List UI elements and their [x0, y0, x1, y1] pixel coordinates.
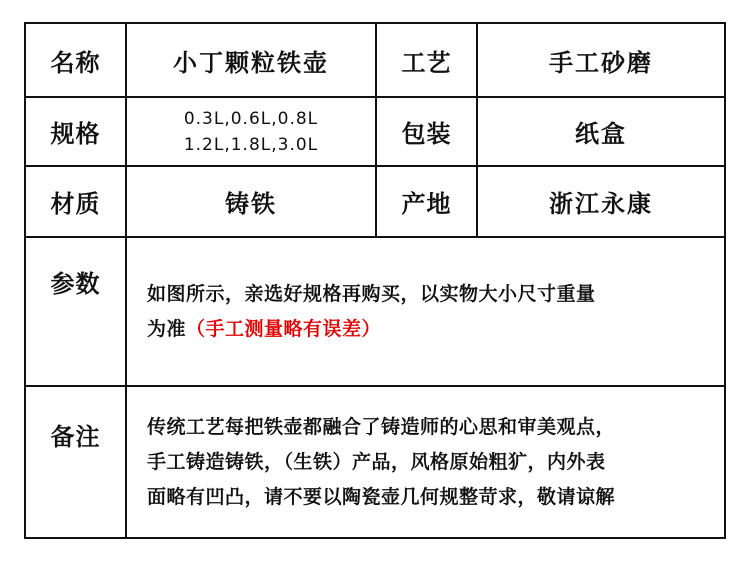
- name-value: 小丁颗粒铁壶: [127, 24, 377, 96]
- row-params: [26, 238, 724, 387]
- craft-value: 手工砂磨: [549, 48, 653, 77]
- material-label: 材质: [26, 167, 127, 236]
- params-label: 参数: [26, 238, 127, 385]
- row-notes: [26, 387, 724, 537]
- params-measurement-note: （手工测量略有误差）: [186, 317, 382, 340]
- craft-label: 工艺: [377, 24, 478, 96]
- notes-line-3: 面略有凹凸，请不要以陶瓷壶几何规整苛求，敬请谅解: [147, 485, 616, 508]
- notes-line-2: 手工铸造铸铁，（生铁）产品，风格原始粗犷，内外表: [147, 450, 606, 473]
- row-material: [26, 167, 724, 238]
- packaging-label: 包装: [377, 98, 478, 165]
- params-line-2: [147, 312, 714, 347]
- row-name: [26, 24, 724, 98]
- origin-label: 产地: [377, 167, 478, 236]
- notes-paragraph: [147, 410, 714, 515]
- product-spec-table: [24, 22, 726, 539]
- row-spec: [26, 98, 724, 167]
- spec-value-line-1: 0.3L,0.6L,0.8L: [183, 108, 319, 129]
- packaging-value: 纸盒: [575, 120, 627, 148]
- notes-text: [127, 387, 724, 537]
- params-paragraph: [147, 277, 714, 347]
- params-text: [127, 238, 724, 385]
- params-line-1: 如图所示，亲选好规格再购买，以实物大小尺寸重量: [147, 282, 596, 305]
- notes-line-1: 传统工艺每把铁壶都融合了铸造师的心思和审美观点，: [147, 415, 616, 438]
- notes-label: 备注: [26, 387, 127, 537]
- origin-value: 浙江永康: [549, 190, 653, 218]
- name-label: 名称: [26, 24, 127, 96]
- spec-value: [127, 98, 377, 165]
- spec-value-line-2: 1.2L,1.8L,3.0L: [183, 134, 319, 155]
- material-value: 铸铁: [127, 167, 377, 236]
- spec-label: 规格: [26, 98, 127, 165]
- params-line-2-prefix: 为准: [147, 317, 187, 340]
